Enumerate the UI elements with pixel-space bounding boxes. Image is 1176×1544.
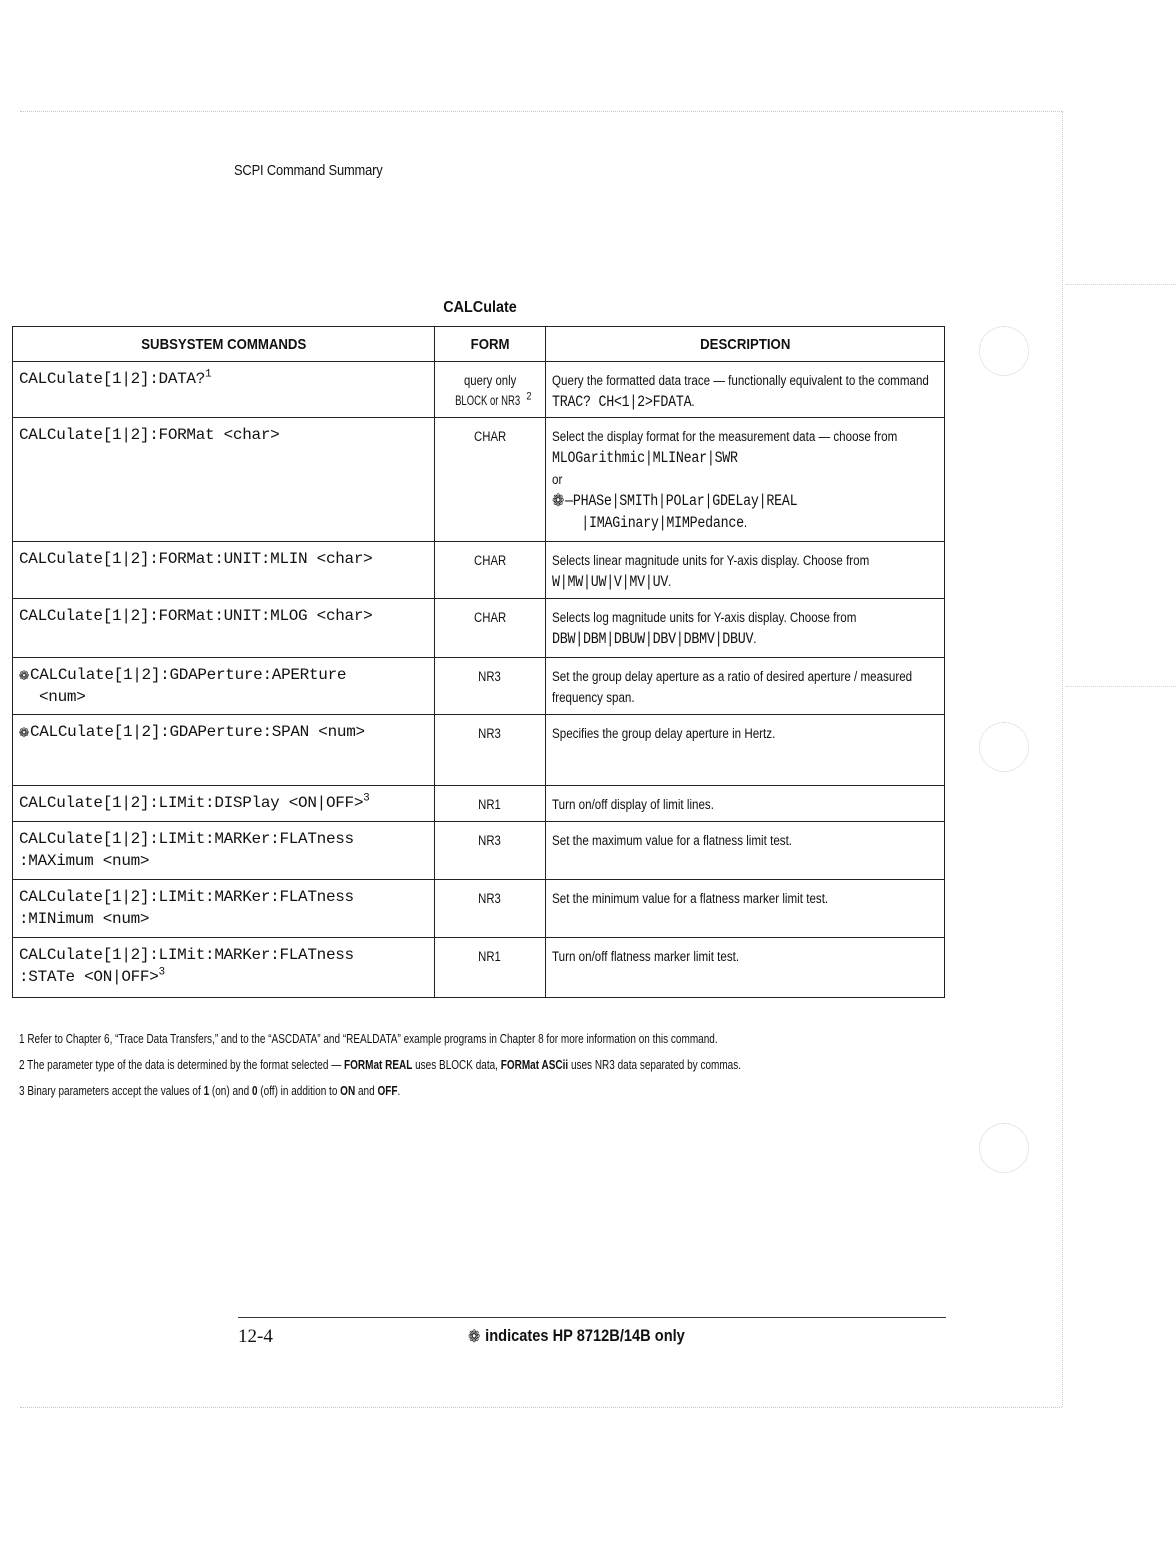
tab-divider-mark	[1066, 284, 1176, 285]
description-cell: Turn on/off flatness marker limit test.	[546, 938, 945, 998]
table-row	[13, 786, 945, 822]
running-head: SCPI Command Summary	[234, 162, 383, 179]
column-header-description: DESCRIPTION	[546, 327, 945, 362]
footnote-1: 1 Refer to Chapter 6, “Trace Data Transfers,” and to the “ASCDATA” and “REALDATA” example programs in Chapter 8 for more information on this command.	[19, 1032, 718, 1046]
table-row	[13, 822, 945, 880]
command-cell: CALCulate[1|2]:LIMit:MARKer:FLATness :MINimum <num>	[13, 880, 435, 938]
punch-hole	[979, 722, 1029, 772]
table-row	[13, 418, 945, 542]
column-header-commands: SUBSYSTEM COMMANDS	[13, 327, 435, 362]
table-row	[13, 938, 945, 998]
footer-rule	[238, 1317, 946, 1318]
description-cell: Specifies the group delay aperture in Hertz.	[546, 715, 945, 786]
table-row	[13, 542, 945, 599]
command-cell: CALCulate[1|2]:DATA?$^1$	[13, 362, 435, 418]
description-cell: Turn on/off display of limit lines.	[546, 786, 945, 822]
table-header-row	[13, 327, 945, 362]
page-edge	[20, 111, 1062, 112]
form-cell: NR3	[435, 822, 546, 880]
footnotes	[19, 1026, 1019, 1104]
footnote-3: 3 Binary parameters accept the values of 1 (on) and 0 (off) in addition to ON and OFF.	[19, 1084, 401, 1098]
form-cell: NR3	[435, 715, 546, 786]
description-cell: Set the maximum value for a flatness limit test.	[546, 822, 945, 880]
command-cell: CALCulate[1|2]:FORMat <char>	[13, 418, 435, 542]
page-number: 12-4	[238, 1326, 273, 1347]
description-cell: Query the formatted data trace — functionally equivalent to the command TRAC? CH<1|2>FDATA.	[546, 362, 945, 418]
tab-divider-mark	[1066, 686, 1176, 687]
command-cell: ❁CALCulate[1|2]:GDAPerture:APERture <num>	[13, 658, 435, 715]
table-row	[13, 599, 945, 658]
gear-icon: ❁	[19, 724, 29, 743]
table-row	[13, 715, 945, 786]
column-header-form: FORM	[435, 327, 546, 362]
table-title: CALCulate	[443, 299, 517, 316]
form-cell: CHAR	[435, 599, 546, 658]
command-cell: CALCulate[1|2]:FORMat:UNIT:MLOG <char>	[13, 599, 435, 658]
command-cell: CALCulate[1|2]:LIMit:DISPlay <ON|OFF>$^3$	[13, 786, 435, 822]
command-cell: ❁CALCulate[1|2]:GDAPerture:SPAN <num>	[13, 715, 435, 786]
description-cell: Selects linear magnitude units for Y-axis display. Choose from W|MW|UW|V|MV|UV.	[546, 542, 945, 599]
description-cell: Set the group delay aperture as a ratio of desired aperture / measured frequency span.	[546, 658, 945, 715]
command-cell: CALCulate[1|2]:FORMat:UNIT:MLIN <char>	[13, 542, 435, 599]
page-edge	[1062, 111, 1063, 1407]
form-cell: CHAR	[435, 418, 546, 542]
punch-hole	[979, 326, 1029, 376]
gear-icon: ❁	[468, 1327, 481, 1346]
table-row	[13, 362, 945, 418]
form-cell: NR3	[435, 658, 546, 715]
page-edge	[20, 1407, 1062, 1408]
table-row	[13, 658, 945, 715]
footnote-2: 2 The parameter type of the data is determined by the format selected — FORMat REAL uses BLOCK data, FORMat ASCii uses NR3 data separated by commas.	[19, 1058, 742, 1072]
footer-legend: ❁ indicates HP 8712B/14B only	[468, 1326, 685, 1346]
gear-icon: ❁	[552, 491, 565, 510]
table-row	[13, 880, 945, 938]
description-cell: Select the display format for the measurement data — choose from MLOGarithmic|MLINear|SWR or ❁—PHASe|SMITh|POLar|GDELay|REAL |IMAGinary|MIMPedance.	[546, 418, 945, 542]
form-cell: NR1	[435, 786, 546, 822]
form-cell: query only BLOCK or NR3 $^2$	[435, 362, 546, 418]
description-cell: Selects log magnitude units for Y-axis display. Choose from DBW|DBM|DBUW|DBV|DBMV|DBUV.	[546, 599, 945, 658]
command-cell: CALCulate[1|2]:LIMit:MARKer:FLATness :MAXimum <num>	[13, 822, 435, 880]
punch-hole	[979, 1123, 1029, 1173]
command-table	[12, 326, 945, 998]
form-cell: CHAR	[435, 542, 546, 599]
command-cell: CALCulate[1|2]:LIMit:MARKer:FLATness :STATe <ON|OFF>$^3$	[13, 938, 435, 998]
form-cell: NR3	[435, 880, 546, 938]
description-cell: Set the minimum value for a flatness marker limit test.	[546, 880, 945, 938]
gear-icon: ❁	[19, 667, 29, 686]
form-cell: NR1	[435, 938, 546, 998]
